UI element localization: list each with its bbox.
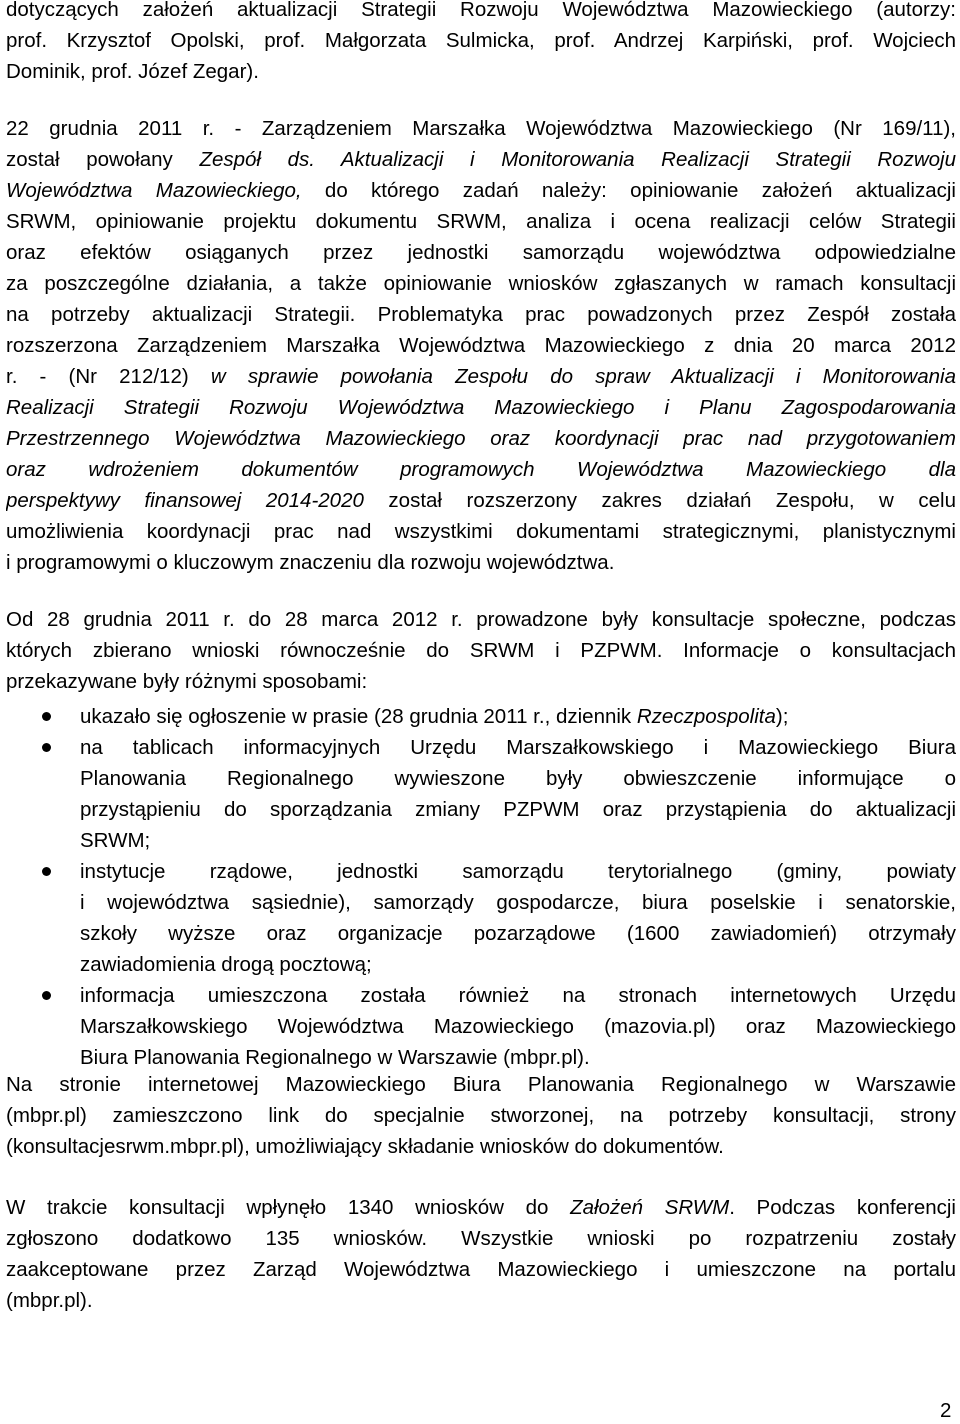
text-line: informacja umieszczona została również na stronach internetowych Urzędu [80,984,956,1007]
text-line: Dominik, prof. Józef Zegar). [6,60,259,83]
list-item [0,732,960,856]
konsultacje-paragraph [6,604,956,697]
text-line: prof. Krzysztof Opolski, prof. Małgorzata Sulmicka, prof. Andrzej Karpiński, prof. Wojciech [6,29,956,52]
italic-span: w sprawie powołania Zespołu do spraw Aktualizacji i Monitorowania [210,365,956,388]
text-line: na tablicach informacyjnych Urzędu Marszałkowskiego i Mazowieckiego Biura [80,736,956,759]
text-span: ukazało się ogłoszenie w prasie (28 grudnia 2011 r., dziennik [80,705,637,728]
text-line: i programowymi o kluczowym znaczeniu dla rozwoju województwa. [6,551,615,574]
bullet-icon [42,712,51,721]
text-line: rozszerzona Zarządzeniem Marszałka Województwa Mazowieckiego z dnia 20 marca 2012 [6,334,956,357]
text-line: na potrzeby aktualizacji Strategii. Problematyka prac powadzonych przez Zespół została [6,303,956,326]
strona-paragraph [6,1069,956,1162]
text-line: (konsultacjesrwm.mbpr.pl), umożliwiający składanie wniosków do dokumentów. [6,1135,724,1158]
text-line: i województwa sąsiednie), samorządy gospodarcze, biura poselskie i senatorskie, [80,891,956,914]
text-line: Planowania Regionalnego wywieszone były obwieszczenie informujące o [80,767,956,790]
italic-span: Zespół ds. Aktualizacji i Monitorowania Realizacji Strategii Rozwoju [199,148,956,171]
text-span: . Podczas konferencji [729,1196,956,1219]
text-line: za poszczególne działania, a także opiniowanie wniosków zgłaszanych w ramach konsultacji [6,272,956,295]
italic-span: Rzeczpospolita [636,705,776,728]
text-span: został rozszerzony zakres działań Zespołu, w celu [363,489,956,512]
text-line [6,423,956,454]
zespol-paragraph [6,113,956,578]
page-number: 2 [940,1399,952,1422]
wnioski-paragraph [6,1192,956,1316]
italic-span: Województwa Mazowieckiego, [6,179,302,202]
text-line [6,1192,956,1223]
text-line [6,361,956,392]
italic-span: Przestrzennego Województwa Mazowieckiego oraz koordynacji prac nad przygotowaniem [6,427,956,450]
italic-span: perspektywy finansowej 2014-2020 [6,489,364,512]
text-line: 22 grudnia 2011 r. - Zarządzeniem Marszałka Województwa Mazowieckiego (Nr 169/11), [6,117,956,140]
bullet-list [0,701,960,1073]
italic-span: Założeń SRWM [570,1196,730,1219]
text-span: r. - (Nr 212/12) [6,365,211,388]
italic-span: oraz wdrożeniem dokumentów programowych Województwa Mazowieckiego dla [6,458,956,481]
text-line: zaakceptowane przez Zarząd Województwa Mazowieckiego i umieszczone na portalu [6,1258,956,1281]
text-span: został powołany [6,148,200,171]
text-line: przystąpieniu do sporządzania zmiany PZPWM oraz przystąpienia do aktualizacji [80,798,956,821]
text-line [6,392,956,423]
bullet-icon [42,991,51,1000]
italic-span: Realizacji Strategii Rozwoju Województwa Mazowieckiego i Planu Zagospodarowania [6,396,956,419]
bullet-icon [42,743,51,752]
text-line [6,454,956,485]
text-line: Na stronie internetowej Mazowieckiego Biura Planowania Regionalnego w Warszawie [6,1073,956,1096]
intro-paragraph [6,0,956,87]
list-item [0,701,960,732]
list-item [0,856,960,980]
bullet-icon [42,867,51,876]
text-line: (mbpr.pl) zamieszczono link do specjalnie stworzonej, na potrzeby konsultacji, strony [6,1104,956,1127]
text-span: ); [775,705,789,728]
text-span: W trakcie konsultacji wpłynęło 1340 wniosków do [6,1196,571,1219]
text-line: Biura Planowania Regionalnego w Warszawie (mbpr.pl). [80,1046,590,1069]
text-line: zgłoszono dodatkowo 135 wniosków. Wszystkie wnioski po rozpatrzeniu zostały [6,1227,956,1250]
text-line: przekazywane były różnymi sposobami: [6,670,368,693]
text-line: szkoły wyższe oraz organizacje pozarządowe (1600 zawiadomień) otrzymały [80,922,956,945]
text-line [80,701,956,732]
text-line: dotyczących założeń aktualizacji Strategii Rozwoju Województwa Mazowieckiego (autorzy: [6,0,956,21]
text-line [6,485,956,516]
text-line [6,175,956,206]
list-item [0,980,960,1073]
text-line: instytucje rządowe, jednostki samorządu terytorialnego (gminy, powiaty [80,860,956,883]
text-span: do którego zadań należy: opiniowanie założeń aktualizacji [301,179,956,202]
text-line: SRWM, opiniowanie projektu dokumentu SRWM, analiza i ocena realizacji celów Strategii [6,210,956,233]
text-line: umożliwienia koordynacji prac nad wszystkimi dokumentami strategicznymi, planistycznymi [6,520,956,543]
text-line: Marszałkowskiego Województwa Mazowieckiego (mazovia.pl) oraz Mazowieckiego [80,1015,956,1038]
text-line: zawiadomienia drogą pocztową; [80,953,372,976]
text-line: których zbierano wnioski równocześnie do SRWM i PZPWM. Informacje o konsultacjach [6,639,956,662]
text-line: SRWM; [80,829,151,852]
text-line [6,144,956,175]
text-line: Od 28 grudnia 2011 r. do 28 marca 2012 r. prowadzone były konsultacje społeczne, podczas [6,608,956,631]
text-line: oraz efektów osiąganych przez jednostki samorządu województwa odpowiedzialne [6,241,956,264]
text-line: (mbpr.pl). [6,1289,93,1312]
